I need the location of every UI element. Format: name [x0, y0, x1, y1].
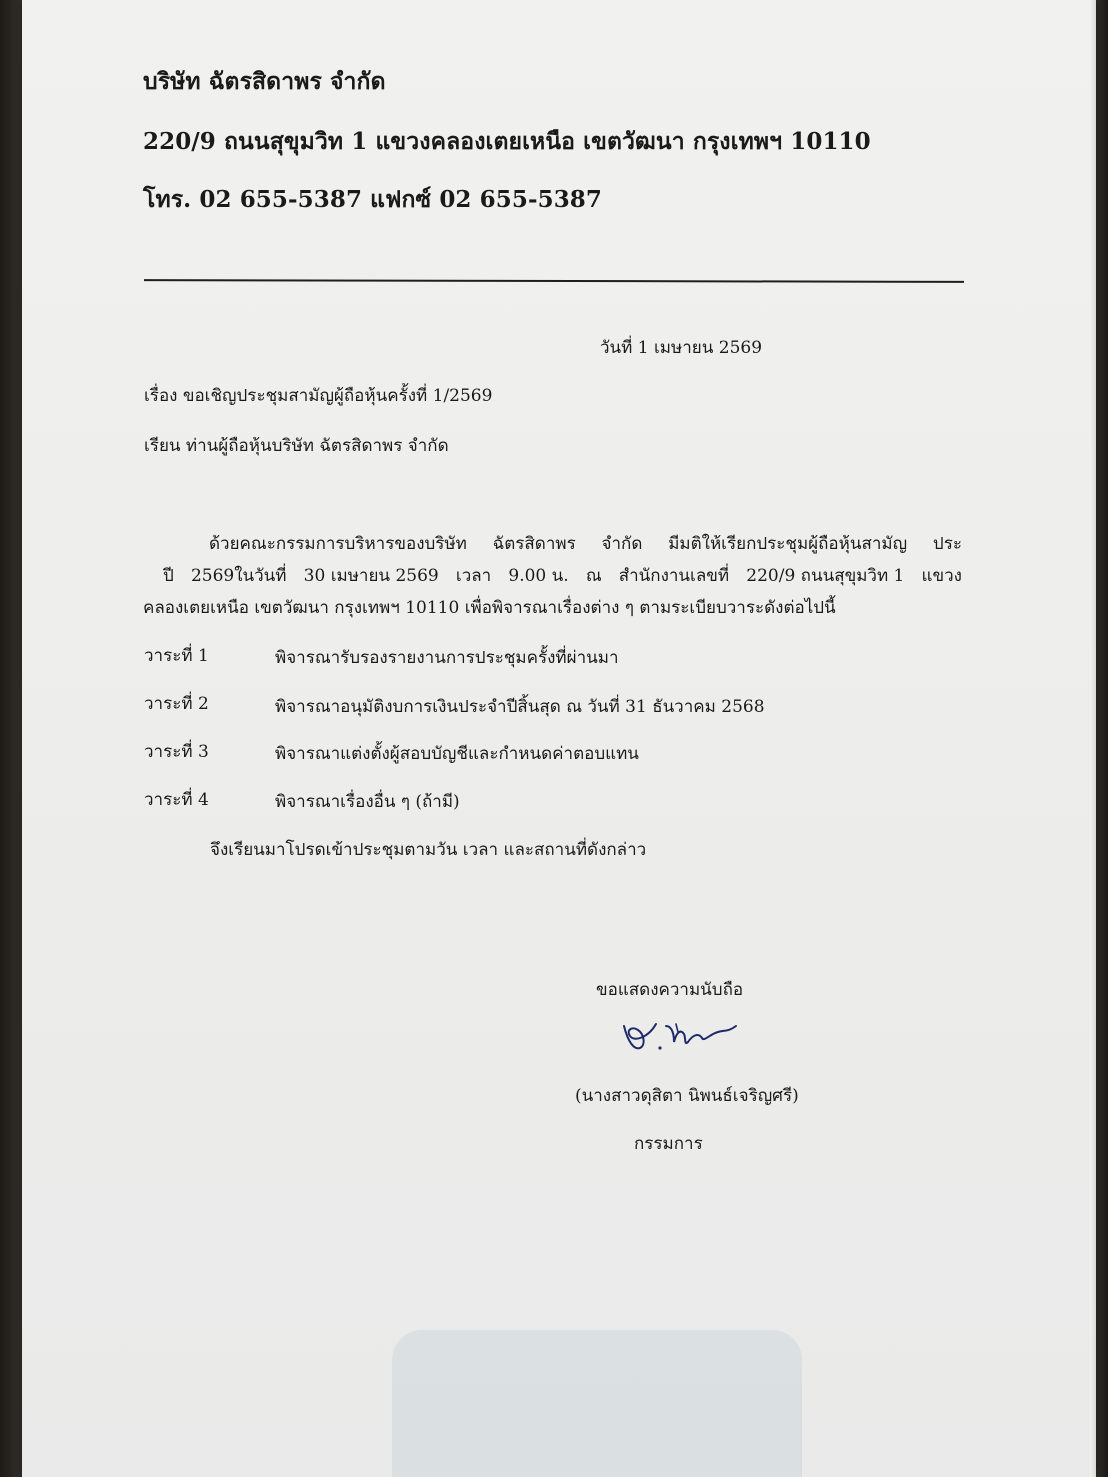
- paragraph-word: เวลา: [455, 566, 492, 586]
- background-right: [1094, 0, 1108, 1477]
- letter-subject: เรื่อง ขอเชิญประชุมสามัญผู้ถือหุ้นครั้งที่ 1/2569: [144, 386, 493, 406]
- body-paragraph: [143, 528, 962, 624]
- company-contact: โทร. 02 655-5387 แฟกซ์ 02 655-5387: [143, 186, 603, 213]
- paragraph-line-3: [143, 592, 962, 624]
- regards: ขอแสดงความนับถือ: [596, 980, 744, 1000]
- letter-recipient: เรียน ท่านผู้ถือหุ้นบริษัท ฉัตรสิดาพร จำกัด: [144, 436, 449, 456]
- paragraph-word: 9.00 น.: [508, 566, 569, 586]
- letter-date: วันที่ 1 เมษายน 2569: [600, 338, 763, 358]
- agenda-text: พิจารณารับรองรายงานการประชุมครั้งที่ผ่านมา: [275, 648, 619, 668]
- paragraph-word: ด้วยคณะกรรมการบริหารของบริษัท: [209, 534, 467, 554]
- paper-edge: [1090, 0, 1096, 1477]
- paragraph-line-1: [143, 528, 962, 560]
- paragraph-word: จำกัด: [601, 534, 643, 554]
- agenda-text: พิจารณาเรื่องอื่น ๆ (ถ้ามี): [275, 792, 460, 812]
- paragraph-word: ปี: [163, 566, 174, 586]
- paragraph-word: สำนักงานเลขที่: [618, 566, 730, 586]
- company-address: 220/9 ถนนสุขุมวิท 1 แขวงคลองเตยเหนือ เขตวัฒนา กรุงเทพฯ 10110: [143, 128, 871, 155]
- closing-invite: จึงเรียนมาโปรดเข้าประชุมตามวัน เวลา และสถานที่ดังกล่าว: [210, 840, 647, 860]
- paragraph-line-2: [143, 560, 962, 592]
- agenda-number: วาระที่ 4: [144, 790, 209, 810]
- letter-paper: [22, 0, 1096, 1477]
- agenda-number: วาระที่ 3: [144, 742, 209, 762]
- paragraph-word: ณ: [585, 566, 602, 586]
- paragraph-word: ฉัตรสิดาพร: [492, 534, 576, 554]
- paragraph-word: แขวง: [921, 566, 962, 586]
- header-divider: [144, 279, 964, 283]
- agenda-number: วาระที่ 1: [144, 646, 209, 666]
- paragraph-word: คลองเตยเหนือ เขตวัฒนา กรุงเทพฯ 10110 เพื่อพิจารณาเรื่องต่าง ๆ ตามระเบียบวาระดังต่อไปนี้: [143, 598, 836, 618]
- paragraph-word: 30 เมษายน 2569: [303, 566, 439, 586]
- agenda-text: พิจารณาอนุมัติงบการเงินประจำปีสิ้นสุด ณ วันที่ 31 ธันวาคม 2568: [275, 697, 765, 717]
- agenda-text: พิจารณาแต่งตั้งผู้สอบบัญชีและกำหนดค่าตอบแทน: [275, 744, 639, 764]
- background-left: [0, 0, 24, 1477]
- signatory-title: กรรมการ: [634, 1134, 703, 1154]
- signatory-name: (นางสาวดุสิตา นิพนธ์เจริญศรี): [575, 1086, 799, 1106]
- signature-image: [618, 1012, 748, 1062]
- paragraph-word: ประ: [932, 534, 962, 554]
- paragraph-word: 220/9 ถนนสุขุมวิท 1: [746, 566, 905, 586]
- paragraph-word: 2569ในวันที่: [190, 566, 287, 586]
- paragraph-word: มีมติให้เรียกประชุมผู้ถือหุ้นสามัญ: [668, 534, 908, 554]
- paper-shadow-tint: [392, 1330, 802, 1477]
- company-name: บริษัท ฉัตรสิดาพร จำกัด: [143, 68, 386, 95]
- agenda-number: วาระที่ 2: [144, 694, 209, 714]
